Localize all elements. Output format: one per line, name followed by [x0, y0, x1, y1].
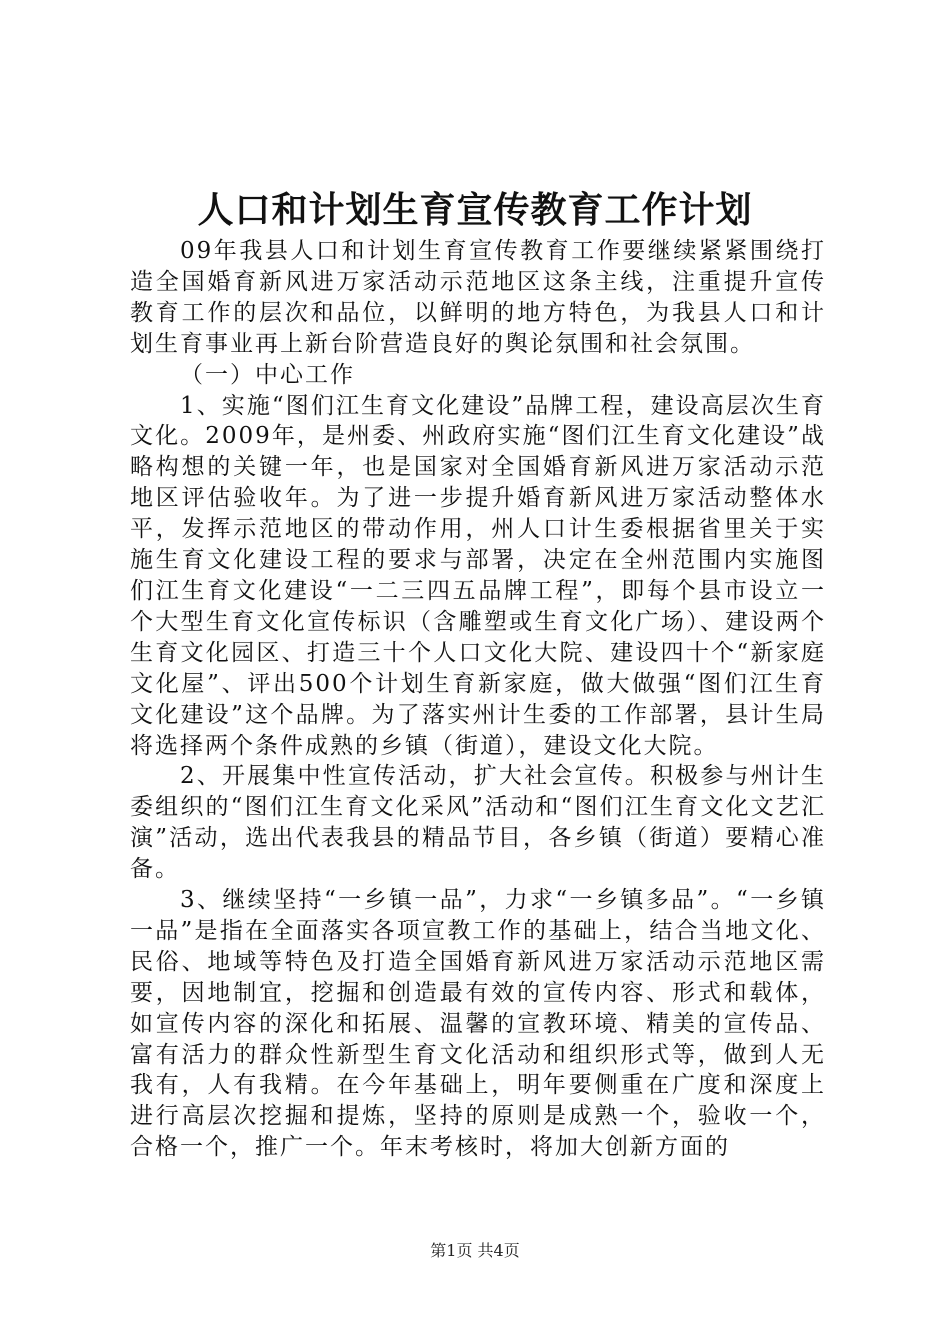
document-body: [130, 236, 826, 1163]
section-heading: （一）中心工作: [180, 361, 355, 388]
document-title: 人口和计划生育宣传教育工作计划: [197, 189, 753, 231]
paragraph-item-2: 2、开展集中性宣传活动，扩大社会宣传。积极参与州计生委组织的“图们江生育文化采风”活动和“图们江生育文化文艺汇演”活动，选出代表我县的精品节目，各乡镇（街道）要精心准备。: [130, 763, 826, 883]
paragraph-intro: 09年我县人口和计划生育宣传教育工作要继续紧紧围绕打造全国婚育新风进万家活动示范地区这条主线，注重提升宣传教育工作的层次和品位，以鲜明的地方特色，为我县人口和计划生育事业再上新台阶营造良好的舆论氛围和社会氛围。: [130, 238, 826, 357]
paragraph-item-1: 1、实施“图们江生育文化建设”品牌工程，建设高层次生育文化。2009年，是州委、州政府实施“图们江生育文化建设”战略构想的关键一年，也是国家对全国婚育新风进万家活动示范地区评估验收年。为了进一步提升婚育新风进万家活动整体水平，发挥示范地区的带动作用，州人口计生委根据省里关于实施生育文化建设工程的要求与部署，决定在全州范围内实施图们江生育文化建设“一二三四五品牌工程”，即每个县市设立一个大型生育文化宣传标识（含雕塑或生育文化广场）、建设两个生育文化园区、打造三十个人口文化大院、建设四十个“新家庭文化屋”、评出500个计划生育新家庭，做大做强“图们江生育文化建设”这个品牌。为了落实州计生委的工作部署，县计生局将选择两个条件成熟的乡镇（街道），建设文化大院。: [130, 392, 826, 759]
paragraph-item-3: 3、继续坚持“一乡镇一品”，力求“一乡镇多品”。“一乡镇一品”是指在全面落实各项宣教工作的基础上，结合当地文化、民俗、地域等特色及打造全国婚育新风进万家活动示范地区需要，因地制宜，挖掘和创造最有效的宣传内容、形式和载体，如宣传内容的深化和拓展、温馨的宣教环境、精美的宣传品、富有活力的群众性新型生育文化活动和组织形式等，做到人无我有，人有我精。在今年基础上，明年要侧重在广度和深度上进行高层次挖掘和提炼，坚持的原则是成熟一个，验收一个，合格一个，推广一个。年末考核时，将加大创新方面的: [130, 887, 826, 1161]
page-footer: 第1页 共4页: [430, 1241, 520, 1260]
